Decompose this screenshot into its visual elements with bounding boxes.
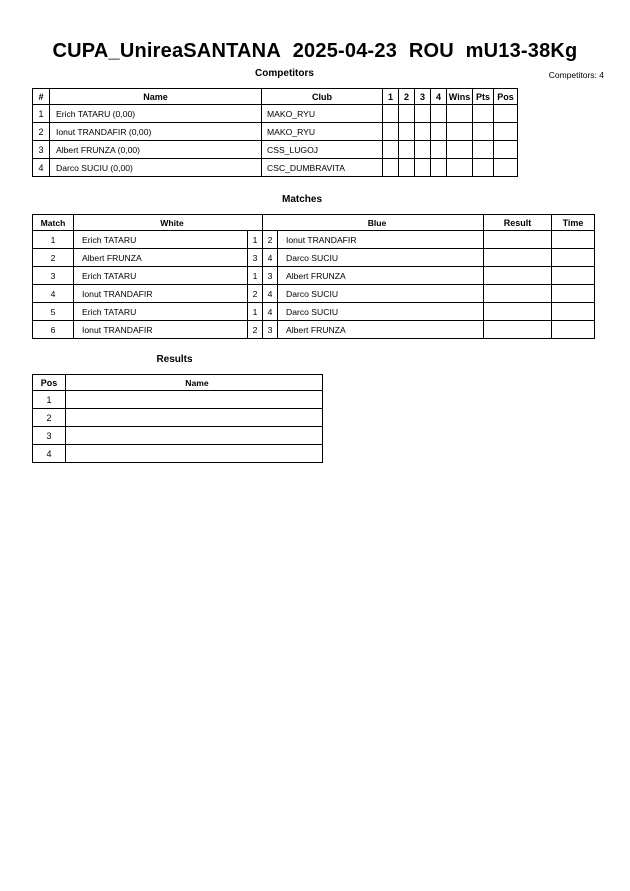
match-white-name: Erich TATARU — [74, 267, 248, 285]
competitor-pts — [473, 123, 494, 141]
result-pos: 3 — [33, 427, 66, 445]
event-category: mU13-38Kg — [465, 40, 578, 62]
table-row — [33, 285, 595, 303]
competitor-r3 — [415, 105, 431, 123]
matches-table — [32, 214, 595, 339]
match-num: 3 — [33, 267, 74, 285]
matches-heading: Matches — [281, 194, 322, 205]
competitor-pos — [494, 159, 518, 177]
competitors-heading: Competitors — [255, 68, 314, 79]
column-header-r1: 1 — [383, 89, 399, 105]
page-title — [0, 40, 630, 63]
competitor-r2 — [399, 141, 415, 159]
competitor-wins — [447, 141, 473, 159]
match-blue-name: Albert FRUNZA — [278, 267, 484, 285]
match-white-num: 1 — [248, 231, 263, 249]
match-result — [484, 303, 552, 321]
column-header-pos: Pos — [494, 89, 518, 105]
match-num: 5 — [33, 303, 74, 321]
table-row — [33, 231, 595, 249]
table-row — [33, 141, 518, 159]
competitor-club: MAKO_RYU — [262, 123, 383, 141]
column-header-blue: Blue — [263, 215, 484, 231]
match-time — [552, 303, 595, 321]
table-row — [33, 159, 518, 177]
competitor-r1 — [383, 141, 399, 159]
column-header-club: Club — [262, 89, 383, 105]
match-blue-num: 4 — [263, 285, 278, 303]
result-pos: 4 — [33, 445, 66, 463]
competitors-table — [32, 88, 518, 177]
match-white-num: 1 — [248, 303, 263, 321]
match-white-num: 1 — [248, 267, 263, 285]
column-header-result: Result — [484, 215, 552, 231]
table-header-row — [33, 375, 323, 391]
match-time — [552, 321, 595, 339]
competitor-r1 — [383, 159, 399, 177]
competitor-r1 — [383, 105, 399, 123]
match-num: 6 — [33, 321, 74, 339]
match-blue-name: Ionut TRANDAFIR — [278, 231, 484, 249]
table-row — [33, 409, 323, 427]
match-num: 2 — [33, 249, 74, 267]
competitor-name: Darco SUCIU (0,00) — [50, 159, 262, 177]
match-result — [484, 267, 552, 285]
competitor-num: 2 — [33, 123, 50, 141]
match-time — [552, 249, 595, 267]
table-row — [33, 105, 518, 123]
match-blue-num: 4 — [263, 303, 278, 321]
competitor-r2 — [399, 123, 415, 141]
table-row — [33, 445, 323, 463]
column-header-num: # — [33, 89, 50, 105]
event-date: 2025-04-23 — [292, 40, 398, 62]
column-header-r3: 3 — [415, 89, 431, 105]
competitor-wins — [447, 105, 473, 123]
match-blue-name: Darco SUCIU — [278, 285, 484, 303]
column-header-name: Name — [50, 89, 262, 105]
match-blue-num: 4 — [263, 249, 278, 267]
competitor-wins — [447, 123, 473, 141]
competitor-r4 — [431, 159, 447, 177]
column-header-r4: 4 — [431, 89, 447, 105]
competitor-name: Ionut TRANDAFIR (0,00) — [50, 123, 262, 141]
competitor-r2 — [399, 159, 415, 177]
event-name: CUPA_UnireaSANTANA — [52, 40, 281, 62]
match-num: 4 — [33, 285, 74, 303]
competitor-r4 — [431, 141, 447, 159]
match-result — [484, 231, 552, 249]
column-header-pts: Pts — [473, 89, 494, 105]
competitor-pts — [473, 141, 494, 159]
match-white-num: 3 — [248, 249, 263, 267]
competitor-num: 3 — [33, 141, 50, 159]
competitor-pts — [473, 159, 494, 177]
competitor-r2 — [399, 105, 415, 123]
competitor-r4 — [431, 123, 447, 141]
competitor-r3 — [415, 159, 431, 177]
result-name — [66, 409, 323, 427]
match-blue-name: Albert FRUNZA — [278, 321, 484, 339]
match-time — [552, 231, 595, 249]
table-row — [33, 249, 595, 267]
match-result — [484, 285, 552, 303]
table-header-row — [33, 215, 595, 231]
competitor-wins — [447, 159, 473, 177]
table-row — [33, 123, 518, 141]
result-name — [66, 445, 323, 463]
competitor-pos — [494, 105, 518, 123]
match-white-name: Albert FRUNZA — [74, 249, 248, 267]
column-header-match: Match — [33, 215, 74, 231]
match-white-name: Erich TATARU — [74, 231, 248, 249]
column-header-time: Time — [552, 215, 595, 231]
table-row — [33, 303, 595, 321]
competitor-name: Albert FRUNZA (0,00) — [50, 141, 262, 159]
match-blue-num: 2 — [263, 231, 278, 249]
match-time — [552, 267, 595, 285]
column-header-name: Name — [66, 375, 323, 391]
competitor-num: 4 — [33, 159, 50, 177]
competitor-pos — [494, 123, 518, 141]
competitor-pts — [473, 105, 494, 123]
competitor-club: CSS_LUGOJ — [262, 141, 383, 159]
event-country: ROU — [408, 40, 454, 62]
competitor-r3 — [415, 123, 431, 141]
table-row — [33, 391, 323, 409]
match-white-name: Erich TATARU — [74, 303, 248, 321]
competitor-club: CSC_DUMBRAVITA — [262, 159, 383, 177]
table-row — [33, 427, 323, 445]
competitor-r3 — [415, 141, 431, 159]
table-row — [33, 267, 595, 285]
table-row — [33, 321, 595, 339]
match-blue-name: Darco SUCIU — [278, 249, 484, 267]
competitor-pos — [494, 141, 518, 159]
competitor-r1 — [383, 123, 399, 141]
column-header-white: White — [74, 215, 263, 231]
competitors-count: Competitors: 4 — [548, 70, 604, 80]
column-header-r2: 2 — [399, 89, 415, 105]
result-pos: 2 — [33, 409, 66, 427]
match-blue-num: 3 — [263, 321, 278, 339]
column-header-wins: Wins — [447, 89, 473, 105]
table-header-row — [33, 89, 518, 105]
result-name — [66, 391, 323, 409]
match-white-num: 2 — [248, 321, 263, 339]
match-blue-name: Darco SUCIU — [278, 303, 484, 321]
competitor-num: 1 — [33, 105, 50, 123]
competitor-club: MAKO_RYU — [262, 105, 383, 123]
result-pos: 1 — [33, 391, 66, 409]
column-header-pos: Pos — [33, 375, 66, 391]
competitor-r4 — [431, 105, 447, 123]
result-name — [66, 427, 323, 445]
competitor-name: Erich TATARU (0,00) — [50, 105, 262, 123]
match-result — [484, 321, 552, 339]
results-table — [32, 374, 323, 463]
match-blue-num: 3 — [263, 267, 278, 285]
match-time — [552, 285, 595, 303]
match-num: 1 — [33, 231, 74, 249]
results-heading: Results — [156, 354, 193, 365]
match-white-name: Ionut TRANDAFIR — [74, 321, 248, 339]
match-white-num: 2 — [248, 285, 263, 303]
match-result — [484, 249, 552, 267]
match-white-name: Ionut TRANDAFIR — [74, 285, 248, 303]
